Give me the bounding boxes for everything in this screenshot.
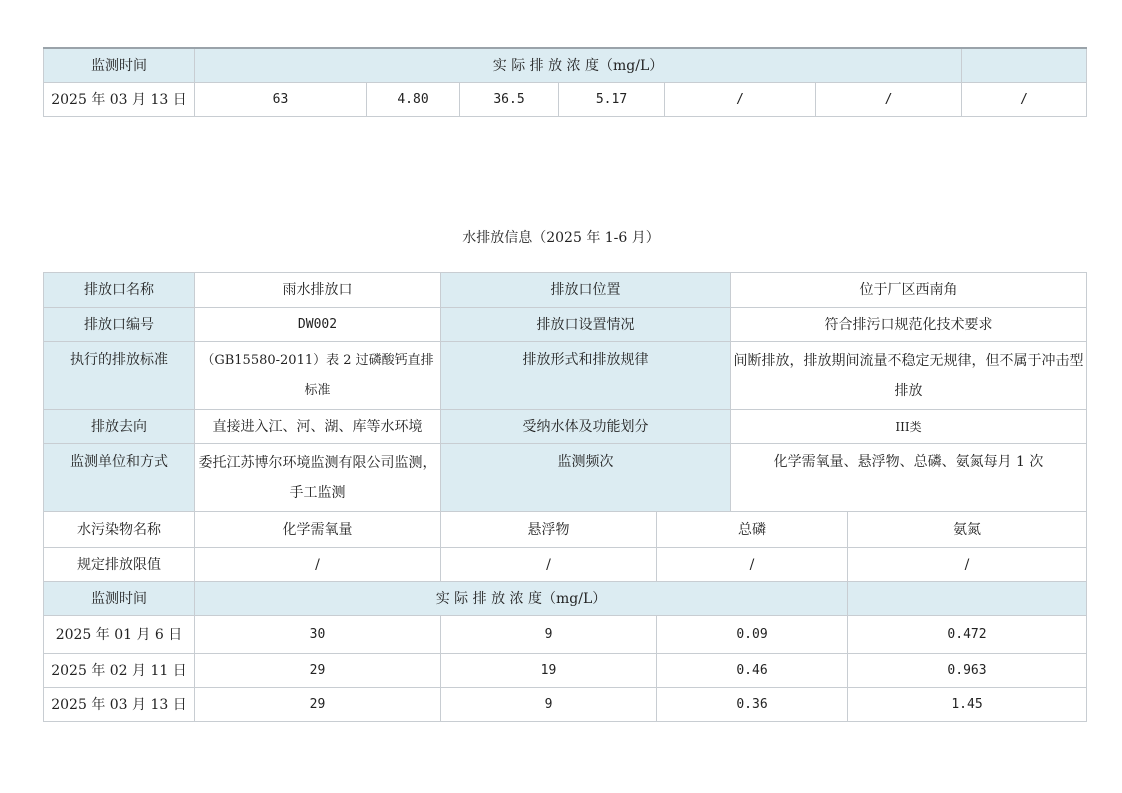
value-cell: 29: [195, 654, 441, 688]
value-cell: 19: [441, 654, 657, 688]
table-header-row: [44, 582, 1087, 616]
limit-label: 规定排放限值: [44, 548, 195, 582]
empty-header-cell: [848, 582, 1087, 616]
value-cell: 36.5: [460, 83, 559, 117]
limit-value: /: [657, 548, 848, 582]
pollutant-name: 总磷: [657, 512, 848, 548]
value-cell: 29: [195, 688, 441, 722]
date-cell: 2025 年 01 月 6 日: [44, 616, 195, 654]
value-cell: /: [816, 83, 962, 117]
value-cell: 4.80: [367, 83, 460, 117]
concentration-header: 实 际 排 放 浓 度（mg/L）: [195, 582, 848, 616]
outlet-location-value: 位于厂区西南角: [731, 273, 1087, 308]
outlet-setup-value: 符合排污口规范化技术要求: [731, 308, 1087, 342]
limit-value: /: [441, 548, 657, 582]
table-row: [44, 688, 1087, 722]
value-cell: 0.09: [657, 616, 848, 654]
receiving-label: 受纳水体及功能划分: [441, 410, 731, 444]
value-cell: 5.17: [559, 83, 665, 117]
table-row: [44, 512, 1087, 548]
monitor-time-header: 监测时间: [44, 582, 195, 616]
frequency-value: 化学需氧量、悬浮物、总磷、氨氮每月 1 次: [731, 444, 1087, 512]
outlet-code-label: 排放口编号: [44, 308, 195, 342]
value-cell: 9: [441, 688, 657, 722]
monitor-time-header: 监测时间: [44, 48, 195, 83]
destination-label: 排放去向: [44, 410, 195, 444]
table-row: [44, 342, 1087, 410]
table-row: [44, 83, 1087, 117]
value-cell: 0.963: [848, 654, 1087, 688]
water-emission-info-table: [43, 272, 1087, 722]
outlet-setup-label: 排放口设置情况: [441, 308, 731, 342]
date-cell: 2025 年 02 月 11 日: [44, 654, 195, 688]
table-row: [44, 273, 1087, 308]
limit-value: /: [848, 548, 1087, 582]
monitor-unit-value: 委托江苏博尔环境监测有限公司监测，手工监测: [195, 444, 441, 512]
pollutant-name: 氨氮: [848, 512, 1087, 548]
date-cell: 2025 年 03 月 13 日: [44, 688, 195, 722]
table-row: [44, 616, 1087, 654]
previous-emission-table: [43, 47, 1087, 117]
table-header-row: [44, 48, 1087, 83]
receiving-value: III类: [731, 410, 1087, 444]
value-cell: 0.46: [657, 654, 848, 688]
form-label: 排放形式和排放规律: [441, 342, 731, 410]
pollutant-name: 化学需氧量: [195, 512, 441, 548]
frequency-label: 监测频次: [441, 444, 731, 512]
table-row: [44, 654, 1087, 688]
pollutant-name-label: 水污染物名称: [44, 512, 195, 548]
destination-value: 直接进入江、河、湖、库等水环境: [195, 410, 441, 444]
section-title: 水排放信息（2025 年 1-6 月）: [462, 230, 660, 246]
empty-header-cell: [962, 48, 1087, 83]
monitor-unit-label: 监测单位和方式: [44, 444, 195, 512]
value-cell: 0.472: [848, 616, 1087, 654]
form-value: 间断排放，排放期间流量不稳定无规律，但不属于冲击型排放: [731, 342, 1087, 410]
value-cell: 63: [195, 83, 367, 117]
value-cell: 1.45: [848, 688, 1087, 722]
standard-value: （GB15580-2011）表 2 过磷酸钙直排标准: [195, 342, 441, 410]
pollutant-name: 悬浮物: [441, 512, 657, 548]
table-row: [44, 308, 1087, 342]
outlet-name-value: 雨水排放口: [195, 273, 441, 308]
date-cell: 2025 年 03 月 13 日: [44, 83, 195, 117]
outlet-location-label: 排放口位置: [441, 273, 731, 308]
value-cell: /: [665, 83, 816, 117]
value-cell: 30: [195, 616, 441, 654]
standard-label: 执行的排放标准: [44, 342, 195, 410]
value-cell: 0.36: [657, 688, 848, 722]
limit-value: /: [195, 548, 441, 582]
table-row: [44, 548, 1087, 582]
table-row: [44, 444, 1087, 512]
value-cell: /: [962, 83, 1087, 117]
outlet-name-label: 排放口名称: [44, 273, 195, 308]
table-row: [44, 410, 1087, 444]
value-cell: 9: [441, 616, 657, 654]
outlet-code-value: DW002: [195, 308, 441, 342]
concentration-header: 实 际 排 放 浓 度（mg/L）: [195, 48, 962, 83]
